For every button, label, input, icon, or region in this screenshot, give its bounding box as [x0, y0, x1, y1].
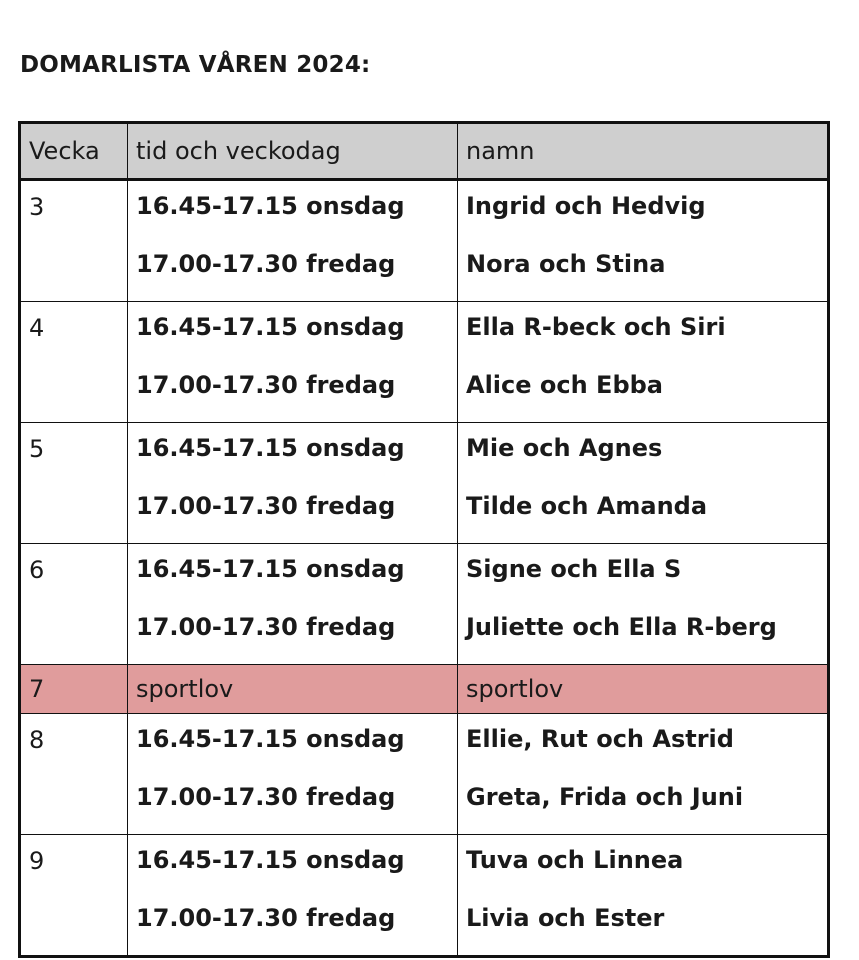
time-cell — [128, 544, 458, 665]
time-cell — [128, 423, 458, 544]
time-slot-friday: 17.00-17.30 fredag — [136, 783, 396, 811]
referees-wednesday: Signe och Ella S — [466, 555, 682, 583]
week-number: 8 — [20, 714, 128, 835]
table-body — [20, 180, 829, 957]
referees-wednesday: Ellie, Rut och Astrid — [466, 725, 734, 753]
time-slot-wednesday: 16.45-17.15 onsdag — [136, 192, 405, 220]
names-cell — [458, 423, 829, 544]
time-slot-friday: 17.00-17.30 fredag — [136, 613, 396, 641]
header-row — [20, 123, 829, 180]
referees-wednesday: Mie och Agnes — [466, 434, 663, 462]
referees-friday: Greta, Frida och Juni — [466, 783, 744, 811]
names-cell — [458, 302, 829, 423]
time-slot-wednesday: 16.45-17.15 onsdag — [136, 846, 405, 874]
time-cell — [128, 302, 458, 423]
time-slot-wednesday: 16.45-17.15 onsdag — [136, 725, 405, 753]
table-row — [20, 423, 829, 544]
week-number: 4 — [20, 302, 128, 423]
referees-friday: Alice och Ebba — [466, 371, 663, 399]
page-title: DOMARLISTA VÅREN 2024: — [20, 52, 371, 78]
names-cell — [458, 180, 829, 302]
time-cell — [128, 714, 458, 835]
week-number: 7 — [20, 665, 128, 714]
referees-wednesday: Ingrid och Hedvig — [466, 192, 706, 220]
column-header-names: namn — [458, 123, 829, 180]
names-cell — [458, 714, 829, 835]
time-slot-friday: 17.00-17.30 fredag — [136, 371, 396, 399]
week-number: 3 — [20, 180, 128, 302]
table-row — [20, 835, 829, 957]
time-slot-wednesday: 16.45-17.15 onsdag — [136, 313, 405, 341]
time-slot-friday: 17.00-17.30 fredag — [136, 492, 396, 520]
time-cell — [128, 835, 458, 957]
week-number: 6 — [20, 544, 128, 665]
time-cell — [128, 180, 458, 302]
week-number: 9 — [20, 835, 128, 957]
table-row — [20, 302, 829, 423]
table-row — [20, 714, 829, 835]
week-number: 5 — [20, 423, 128, 544]
referee-schedule-table — [18, 121, 830, 958]
referees-friday: Nora och Stina — [466, 250, 666, 278]
time-slot-wednesday: 16.45-17.15 onsdag — [136, 555, 405, 583]
names-cell — [458, 835, 829, 957]
time-slot-friday: 17.00-17.30 fredag — [136, 250, 396, 278]
referees-wednesday: Tuva och Linnea — [466, 846, 684, 874]
column-header-week: Vecka — [20, 123, 128, 180]
referees-friday: Juliette och Ella R-berg — [466, 613, 777, 641]
names-cell — [458, 544, 829, 665]
holiday-time-cell: sportlov — [128, 665, 458, 714]
holiday-names-cell: sportlov — [458, 665, 829, 714]
column-header-time: tid och veckodag — [128, 123, 458, 180]
table-row — [20, 180, 829, 302]
table-header — [20, 123, 829, 180]
time-slot-wednesday: 16.45-17.15 onsdag — [136, 434, 405, 462]
referees-friday: Tilde och Amanda — [466, 492, 708, 520]
holiday-row — [20, 665, 829, 714]
referees-friday: Livia och Ester — [466, 904, 665, 932]
time-slot-friday: 17.00-17.30 fredag — [136, 904, 396, 932]
table-row — [20, 544, 829, 665]
referees-wednesday: Ella R-beck och Siri — [466, 313, 726, 341]
